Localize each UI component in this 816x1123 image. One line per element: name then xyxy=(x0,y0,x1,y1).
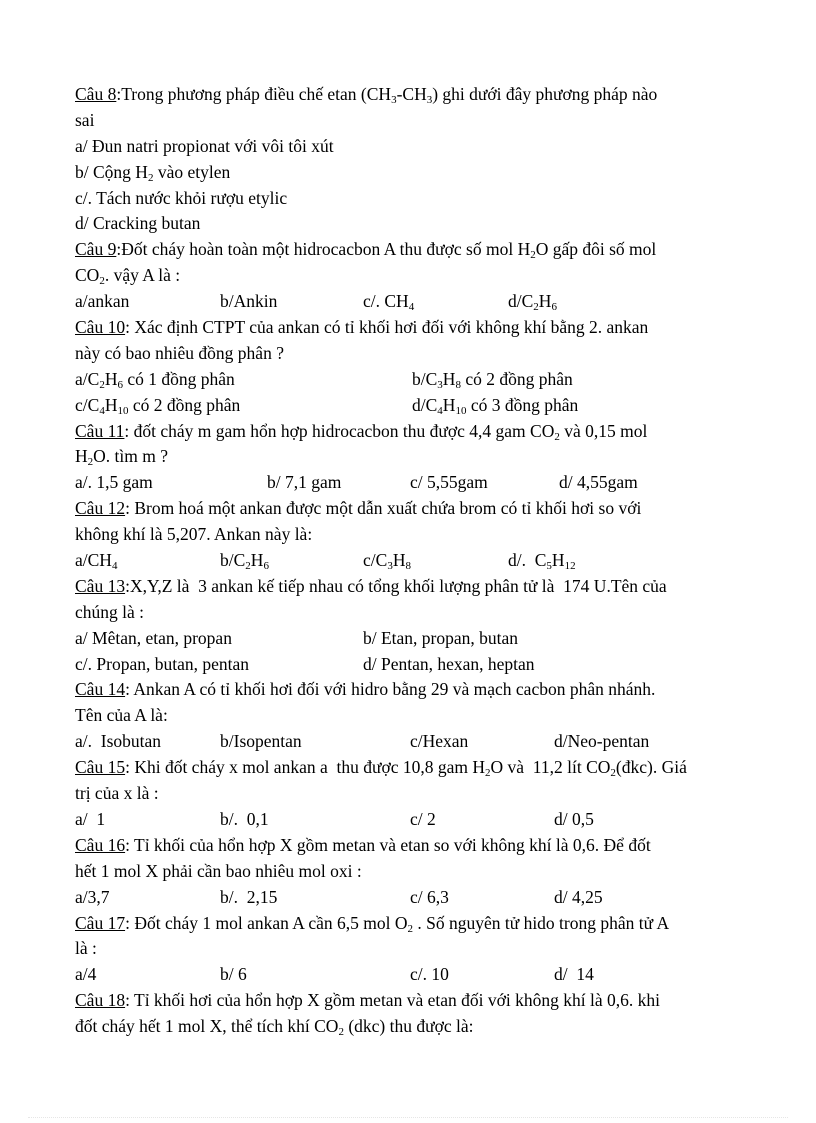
question-16-option-b: b/. 2,15 xyxy=(220,886,278,907)
question-9-option-b: b/Ankin xyxy=(220,291,278,312)
question-12-label: Câu 12 xyxy=(75,498,126,519)
question-12-option-b: $b/C_2H_6$ xyxy=(220,550,269,573)
question-9-options xyxy=(75,289,745,315)
question-17-options xyxy=(75,962,745,988)
question-15-stem-cont: trị của x là : xyxy=(75,783,159,804)
question-12-stem: Câu 12: Brom hoá một ankan được một dẫn xuất chứa brom có tỉ khối hơi so với xyxy=(75,498,642,519)
question-15-options xyxy=(75,807,745,833)
question-15-stem: Câu 15: Khi đốt cháy x mol ankan a thu được 10,8 gam $H_2O$ và 11,2 lít $CO_2(đkc)$. Giá xyxy=(75,757,687,780)
question-17-stem-cont: là : xyxy=(75,938,97,959)
question-15-option-b: b/. 0,1 xyxy=(220,808,269,829)
question-14-option-b: b/Isopentan xyxy=(220,731,302,752)
question-8-option-b: b/ Cộng $H_2$ vào etylen xyxy=(75,161,231,184)
question-10-option-c: $c/C_4H_{10}$ có 2 đồng phân xyxy=(75,394,241,417)
question-10-options-row-2 xyxy=(75,393,745,419)
question-18-stem-cont: đốt cháy hết 1 mol X, thể tích khí $CO_2$ (dkc) thu được là: xyxy=(75,1016,474,1039)
question-9-stem-cont: $CO_2$. vậy A là : xyxy=(75,265,181,288)
question-13-option-c: c/. Propan, butan, pentan xyxy=(75,653,249,674)
question-14-option-d: d/Neo-pentan xyxy=(554,731,650,752)
question-10-options-row-1 xyxy=(75,367,745,393)
question-15-option-a: a/ 1 xyxy=(75,808,106,829)
question-16-stem: Câu 16: Tỉ khối của hổn hợp X gồm metan và etan so với không khí là 0,6. Để đốt xyxy=(75,834,651,855)
question-13-stem: Câu 13:X,Y,Z là 3 ankan kế tiếp nhau có tổng khối lượng phân tử là 174 U.Tên của xyxy=(75,575,667,596)
question-8-stem-cont: sai xyxy=(75,109,95,130)
question-11-option-d: d/ 4,55gam xyxy=(559,472,638,493)
document-page xyxy=(75,82,745,1040)
question-18-label: Câu 18 xyxy=(75,990,126,1011)
question-17-option-d: d/ 14 xyxy=(554,964,594,985)
question-16-option-c: c/ 6,3 xyxy=(410,886,449,907)
question-10-option-b: $b/C_3H_8$ có 2 đồng phân xyxy=(412,368,573,391)
question-13-option-a: a/ Mêtan, etan, propan xyxy=(75,627,232,648)
question-14-stem-cont: Tên của A là: xyxy=(75,705,168,726)
question-17-option-c: c/. 10 xyxy=(410,964,449,985)
question-13-options-row-1 xyxy=(75,626,745,652)
question-11-stem-cont: $H_2O$. tìm m ? xyxy=(75,446,168,469)
question-12-options xyxy=(75,548,745,574)
question-12-option-c: $c/C_3H_8$ xyxy=(363,550,411,573)
page-bottom-border xyxy=(28,1117,788,1118)
question-13-options-row-2 xyxy=(75,652,745,678)
question-9-option-d: $d/C_2H_6$ xyxy=(508,291,557,314)
question-11-option-c: c/ 5,55gam xyxy=(410,472,488,493)
question-16-label: Câu 16 xyxy=(75,834,126,855)
question-14-option-c: c/Hexan xyxy=(410,731,469,752)
question-11-option-a: a/. 1,5 gam xyxy=(75,472,153,493)
question-10-option-a: $a/C_2H_6$ có 1 đồng phân xyxy=(75,368,235,391)
question-12-stem-cont: không khí là 5,207. Ankan này là: xyxy=(75,524,313,545)
question-17-label: Câu 17 xyxy=(75,912,126,933)
question-9-option-c: c/. $CH_4$ xyxy=(363,291,415,314)
question-16-options xyxy=(75,885,745,911)
question-16-option-a: a/3,7 xyxy=(75,886,110,907)
question-8-option-a: a/ Đun natri propionat với vôi tôi xút xyxy=(75,135,334,156)
question-13-stem-cont: chúng là : xyxy=(75,601,145,622)
question-10-stem-cont: này có bao nhiêu đồng phân ? xyxy=(75,342,284,363)
question-8-option-d: d/ Cracking butan xyxy=(75,213,201,234)
question-17-stem: Câu 17: Đốt cháy 1 mol ankan A cần 6,5 mol $O_2$ . Số nguyên tử hido trong phân tử A xyxy=(75,912,670,935)
question-15-option-c: c/ 2 xyxy=(410,808,436,829)
question-14-options xyxy=(75,729,745,755)
question-13-label: Câu 13 xyxy=(75,575,126,596)
question-13-option-b: b/ Etan, propan, butan xyxy=(363,627,519,648)
question-15-option-d: d/ 0,5 xyxy=(554,808,594,829)
question-14-option-a: a/. Isobutan xyxy=(75,731,162,752)
question-18-stem: Câu 18: Tỉ khối hơi của hổn hợp X gồm metan và etan đối với không khí là 0,6. khi xyxy=(75,990,660,1011)
question-12-option-d: d/. $C_5H_{12}$ xyxy=(508,550,576,573)
question-14-stem: Câu 14: Ankan A có tỉ khối hơi đối với hidro bằng 29 và mạch cacbon phân nhánh. xyxy=(75,679,656,700)
question-9-option-a: a/ankan xyxy=(75,291,130,312)
question-17-option-b: b/ 6 xyxy=(220,964,247,985)
question-11-option-b: b/ 7,1 gam xyxy=(267,472,342,493)
question-12-option-a: $a/CH_4$ xyxy=(75,550,118,573)
question-9-stem: Câu 9:Đốt cháy hoàn toàn một hidrocacbon A thu được số mol $H_2O$ gấp đôi số mol xyxy=(75,239,657,262)
question-11-label: Câu 11 xyxy=(75,420,125,441)
question-10-option-d: $d/C_4H_{10}$ có 3 đồng phân xyxy=(412,394,579,417)
question-13-option-d: d/ Pentan, hexan, heptan xyxy=(363,653,535,674)
question-14-label: Câu 14 xyxy=(75,679,126,700)
question-16-stem-cont: hết 1 mol X phải cần bao nhiêu mol oxi : xyxy=(75,860,362,881)
question-10-label: Câu 10 xyxy=(75,317,126,338)
question-8-option-c: c/. Tách nước khỏi rượu etylic xyxy=(75,187,288,208)
question-9-label: Câu 9 xyxy=(75,239,117,260)
question-16-option-d: d/ 4,25 xyxy=(554,886,603,907)
question-17-option-a: a/4 xyxy=(75,964,97,985)
question-11-options xyxy=(75,470,745,496)
question-10-stem: Câu 10: Xác định CTPT của ankan có tỉ khối hơi đối với không khí bằng 2. ankan xyxy=(75,317,649,338)
question-8-stem: Câu 8:Trong phương pháp điều chế etan $(CH_3-CH_3)$ ghi dưới đây phương pháp nào xyxy=(75,84,658,106)
question-11-stem: Câu 11: đốt cháy m gam hổn hợp hidrocacbon thu được 4,4 gam $CO_2$ và 0,15 mol xyxy=(75,420,648,443)
question-15-label: Câu 15 xyxy=(75,757,126,778)
question-8-label: Câu 8 xyxy=(75,84,117,104)
